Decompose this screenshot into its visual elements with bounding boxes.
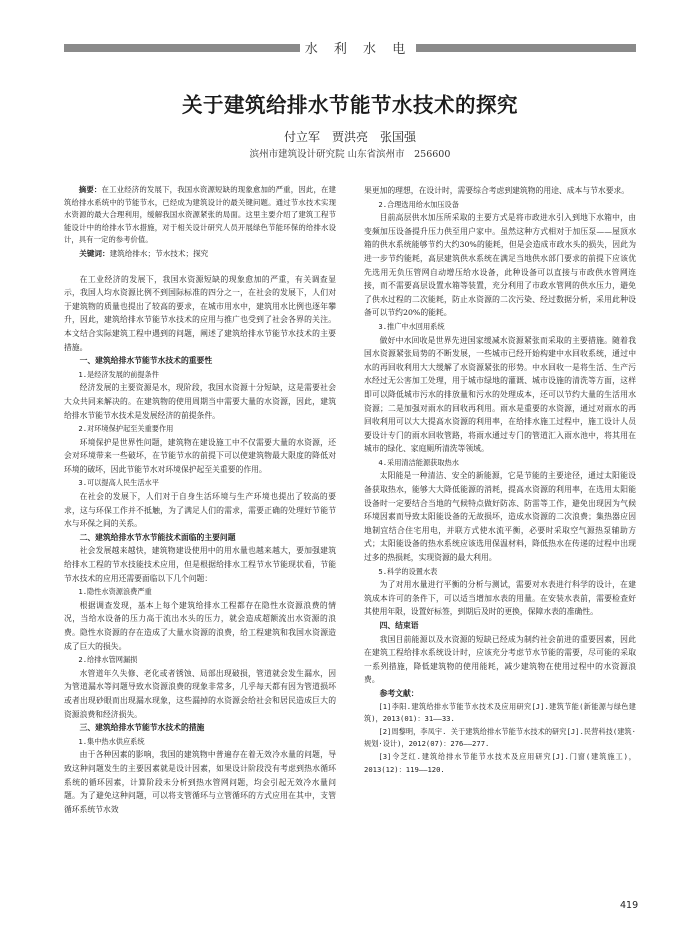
subsection-heading: 1.集中热水供应系统 xyxy=(78,736,145,746)
keywords-text: 建筑给排水；节水技术；探究 xyxy=(109,248,209,258)
article-affiliation: 滨州市建筑设计研究院 山东省滨州市 256600 xyxy=(249,149,451,160)
reference-item: [2]周黎明，李凤宇. 关于建筑给排水节能节水技术的研究[J].民营科技(建筑·规划·设计)，2012(07)：276——277. xyxy=(364,726,636,749)
section-heading: 参考文献： xyxy=(379,688,419,698)
body-paragraph: 根据调查发现，基本上每个建筑给排水工程都存在隐性水资源浪费的情况，当给水设备的压力高于流出水头的压力，就会造成超额流出水资源的浪费。隐性水资源的存在造成了大量水资源的浪费，给工程建筑和我国水资源造成了巨大的损失。 xyxy=(64,600,336,651)
body-paragraph: 在工业经济的发展下，我国水资源短缺的现象愈加的严重，有关调查显示，我国人均水资源比例不到国际标准的四分之一，在社会的发展下，人们对于建筑物的质量也提出了较高的要求，在城市用水中，建筑用水比例也逐年攀升，因此，建筑给排水节能节水技术的应用与推广也受到了社会各界的关注。本文结合实际建筑工程中遇到的问题，阐述了建筑给排水节能节水技术的主要措施。 xyxy=(64,274,336,352)
keywords xyxy=(64,247,336,261)
left-column xyxy=(64,184,336,816)
right-column xyxy=(364,184,636,776)
section-label: 水 利 水 电 xyxy=(304,42,412,57)
body-paragraph: 在社会的发展下，人们对于自身生活环境与生产环境也提出了较高的要求，这与环保工作并不抵触，为了满足人们的需求，需要正确的处理好节能节水与环保之间的关系。 xyxy=(64,492,336,529)
body-paragraph: 做好中水回收是世界先进国家缓减水资源紧张而采取的主要措施。随着我国水资源紧张局势的不断发展，一些城市已经开始构建中水回收系统，通过中水的再回收利用大大缓解了水资源紧张的形势。中水回收一是将生活、生产污水经过无公害加工处理，用于城市绿地的灌溉、城市设施的清洗等方面，这样即可以降低城市污水的排放量和污水的处理成本，还可以节约大量的生活用水资源；二是加强对雨水的回收再利用。雨水是重要的水资源，通过对雨水的再回收利用可以大大提高水资源的利用率，在给排水施工过程中，施工设计人员要设计专门的雨水回收管路，将雨水通过专门的管道汇入雨水池中，将其用在城市的绿化、家庭厕所清洗等领域。 xyxy=(364,335,636,454)
subsection-heading: 3.可以提高人民生活水平 xyxy=(78,478,159,488)
keywords-label: 关键词： xyxy=(79,248,110,258)
reference-item: [3]令芝红.建筑给排水节能节水技术及应用研究[J].门窗(建筑施工)，2013(12)：119——120. xyxy=(364,751,636,774)
abstract xyxy=(64,184,336,247)
body-paragraph: 为了对用水量进行平衡的分析与测试，需要对水表进行科学的设计，在建筑成本许可的条件下，可以适当增加水表的用量。在安装水表前，需要检查好其使用年限，设置好标签，到期后及时的更换，保障水表的准确性。 xyxy=(364,580,636,617)
section-heading: 二、建筑给排水节水节能技术面临的主要问题 xyxy=(79,532,236,542)
body-paragraph: 果更加的理想，在设计时，需要综合考虑到建筑物的用途、成本与节水要求。 xyxy=(364,186,630,195)
body-paragraph: 经济发展的主要资源是水，现阶段，我国水资源十分短缺，这是需要社会大众共同来解决的。在建筑物的使用周期当中需要大量的水资源，因此，建筑给排水节能节水技术是发展经济的前提条件。 xyxy=(64,383,336,420)
body-paragraph: 社会发展越来越快，建筑物建设使用中的用水量也越来越大，要加强建筑给排水工程的节水技能技术应用，但是根据给排水工程节水节能现状看，节能节水技术的应用还需要面临以下几个问题： xyxy=(64,546,336,583)
abstract-text: 在工业经济的发展下，我国水资源短缺的现象愈加的严重，因此，在建筑给排水系统中的节能节水，已经成为建筑设计的最关键问题。通过节水技术实现水资源的最大合理利用，缓解我国水资源紧张的局面。这里主要介绍了建筑工程节能设计中的给排水节水措施，对于相关设计研究人员开展绿色节能环保的给排水设计，具有一定的参考价值。 xyxy=(64,185,336,245)
body-paragraph: 太阳能是一种清洁、安全的新能源，它是节能的主要途径，通过太阳能设备获取热水，能够大大降低能源的消耗，提高水资源的利用率，在选用太阳能设备时一定要结合当地的气候特点做好防冻、防雷等工作，避免出现因为气候环境因素而导致太阳能设备的无故损坏，造成水资源的二次浪费；集热器应因地制宜结合住宅用电，并联方式使水流平衡，必要时采取空气源热泵辅助方式；太阳能设备的热水系统应该选用保温材料，降低热水在传递的过程中出现过多的热损耗，实现资源的最大利用。 xyxy=(364,471,636,563)
subsection-heading: 3.推广中水回用系统 xyxy=(378,321,445,331)
subsection-heading: 2.给排水管网漏损 xyxy=(78,655,138,665)
subsection-heading: 4.采用清洁能源获取热水 xyxy=(378,457,459,467)
reference-item: [1]李阳.建筑给排水节能节水技术及应用研究[J].建筑节能(新能源与绿色建筑)，2013(01)：31——33. xyxy=(364,701,636,724)
left-column-body xyxy=(64,273,336,817)
header-rule-left xyxy=(64,44,300,52)
abstract-label: 摘要： xyxy=(78,185,102,194)
right-column-body xyxy=(364,184,636,776)
subsection-heading: 2.对环境保护起至关重要作用 xyxy=(78,424,174,434)
article-title: 关于建筑给排水节能节水技术的探究 xyxy=(182,93,518,117)
subsection-heading: 2.合理选用给水加压设备 xyxy=(378,199,459,209)
body-paragraph: 目前高层供水加压所采取的主要方式是将市政进水引入到地下水箱中，由变频加压设备提升压力供至用户家中。虽然这种方式相对于加压泵——屋顶水箱的供水系统能够节约大约30%的能耗，但是会造成市政水头的损失，因此为进一步节约能耗，高层建筑供水系统在满足当地供水部门要求的前提下应该优先选用无负压管网自动增压给水设备，此种设备可以直接与市政供水管网连接，而不需要高层设置水箱等装置，充分利用了市政水管网的供水压力，避免了供水过程的二次能耗，防止水资源的二次污染、经过数据分析，采用此种设备可以节约20%的能耗。 xyxy=(364,213,636,318)
section-heading: 三、建筑给排水节能节水技术的措施 xyxy=(79,723,205,733)
body-paragraph: 由于各种因素的影响，我国的建筑物中普遍存在着无效冷水量的问题，导致这种问题发生的主要因素就是设计因素，如果设计阶段没有考虑到热水循环系统的循环因素，计算阶段未分析到热水管网问题，均会引起无效冷水量问题。为了避免这种问题，可以将支管循环与立管循环的方式应用在其中，支管循环系统节水效 xyxy=(64,750,336,814)
header-rule-right xyxy=(416,44,636,52)
subsection-heading: 5.科学的设置水表 xyxy=(378,566,438,576)
body-paragraph: 水管道年久失修、老化或者锈蚀、局部出现破损，管道就会发生漏水，因为管道漏水等问题导致水资源浪费的现象非常多，几乎每天都有因为管道损坏或者出现砂眼而出现漏水现象，这些漏掉的水资源会给社会和居民造成巨大的资源浪费和经济损失。 xyxy=(64,668,336,719)
subsection-heading: 1.是经济发展的前提条件 xyxy=(78,369,159,379)
page-number: 419 xyxy=(620,900,639,911)
body-paragraph: 环境保护是世界性问题，建筑物在建设施工中不仅需要大量的水资源，还会对环境带来一些破坏，在节能节水的前提下可以使建筑物最大限度的降低对环境的破坏，因此节能节水对环境保护起至关重要的作用。 xyxy=(64,437,336,474)
body-paragraph: 我国目前能源以及水资源的短缺已经成为制约社会前进的重要因素，因此在建筑工程给排水系统设计时，应该充分考虑节水节能的需要，尽可能的采取一系列措施，降低建筑物的使用能耗，减少建筑物在使用过程中的水资源浪费。 xyxy=(364,634,636,685)
section-heading: 四、结束语 xyxy=(379,621,419,630)
subsection-heading: 1.隐性水资源浪费严重 xyxy=(78,587,152,597)
section-heading: 一、建筑给排水节能节水技术的重要性 xyxy=(79,356,213,366)
article-authors: 付立军 贾洪亮 张国强 xyxy=(283,130,416,144)
